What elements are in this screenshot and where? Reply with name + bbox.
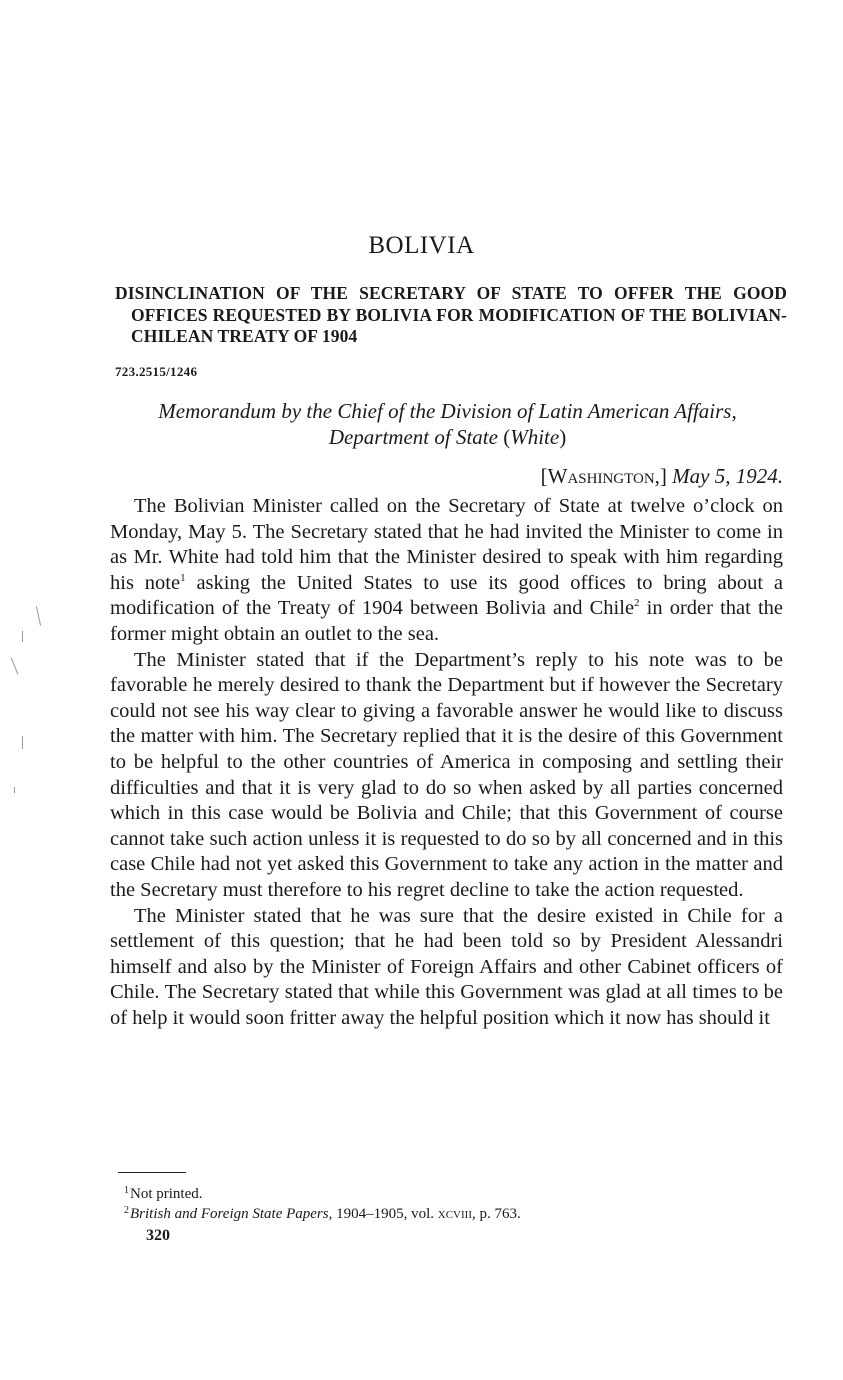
file-number: 723.2515/1246	[115, 364, 198, 379]
footnote-ref-1[interactable]: 1	[180, 571, 186, 584]
margin-mark	[36, 606, 41, 626]
footnote-1-text: Not printed.	[130, 1186, 203, 1202]
paragraph-1-part-a: The Bolivian Minister called on the Secretary of State at twelve o’clock on Monday, May 5. The Secretary stated that he had invited the Minister to come in as Mr. White had told him that the Minister desired to speak with him regarding his note	[110, 495, 783, 594]
memo-title-line1: Memorandum by the Chief of the Division of Latin American Affairs,	[158, 399, 737, 423]
footnote-2-mark: 2	[124, 1205, 129, 1216]
paragraph-1-part-b: asking the United States to use its good offices to bring about a modification of the Treaty of 1904 between Bolivia and Chile	[110, 571, 783, 620]
footnote-2-years: , 1904–1905, vol.	[328, 1206, 438, 1222]
footnote-1	[124, 1185, 203, 1203]
paragraph-1-part-c: in order that the former might obtain an outlet to the sea.	[110, 597, 783, 645]
paragraph-1	[110, 494, 783, 648]
margin-mark	[22, 631, 23, 642]
memo-department: Department of State	[328, 425, 498, 449]
footnote-ref-2[interactable]: 2	[634, 597, 640, 610]
memo-author: White	[510, 425, 560, 449]
country-heading: BOLIVIA	[368, 232, 475, 259]
paragraph-2: The Minister stated that if the Department’s reply to his note was to be favorable he merely desired to thank the Department but if however the Secretary could not see his way clear to giving a favorable answer he would like to discuss the matter with him. The Secretary replied that it is the desire of this Government to be helpful to the other countries of America in composing and settling their difficulties and that it is very glad to do so when asked by all parties concerned which in this case would be Bolivia and Chile; that this Government of course cannot take such action unless it is requested to do so by all concerned and in this case Chile had not yet asked this Government to take any action in the matter and the Secretary must therefore to his regret decline to take the action requested.	[110, 648, 783, 901]
footnote-rule	[118, 1172, 186, 1173]
margin-mark	[22, 736, 23, 749]
memo-body	[110, 494, 783, 1031]
footnote-2-title: British and Foreign State Papers	[130, 1206, 329, 1222]
footnote-2	[124, 1205, 521, 1223]
margin-mark	[14, 787, 15, 793]
margin-mark	[11, 657, 19, 674]
dateline-date: May 5, 1924.	[672, 464, 783, 488]
page-number: 320	[146, 1227, 170, 1244]
footnote-1-mark: 1	[124, 1185, 129, 1196]
footnote-2-volume: xcviii	[437, 1206, 472, 1222]
paragraph-3: The Minister stated that he was sure that the desire existed in Chile for a settlement of this question; that he had been told so by President Alessandri himself and also by the Minister of Foreign Affairs and other Cabinet officers of Chile. The Secretary stated that while this Government was glad at all times to be of help it would soon fritter away the helpful position which it now has should it	[110, 904, 783, 1029]
dateline-place: [Washington,]	[540, 464, 667, 488]
footnote-2-page: , p. 763.	[472, 1206, 521, 1222]
subject-heading: DISINCLINATION OF THE SECRETARY OF STATE TO OFFER THE GOOD OFFICES REQUESTED BY BOLIVIA FOR MODIFICATION OF THE BOLIVIAN-CHILEAN TREATY OF 1904	[115, 283, 787, 346]
memo-title	[110, 398, 785, 450]
memo-title-line2: Department of State (White)	[328, 425, 567, 449]
dateline	[541, 464, 783, 489]
